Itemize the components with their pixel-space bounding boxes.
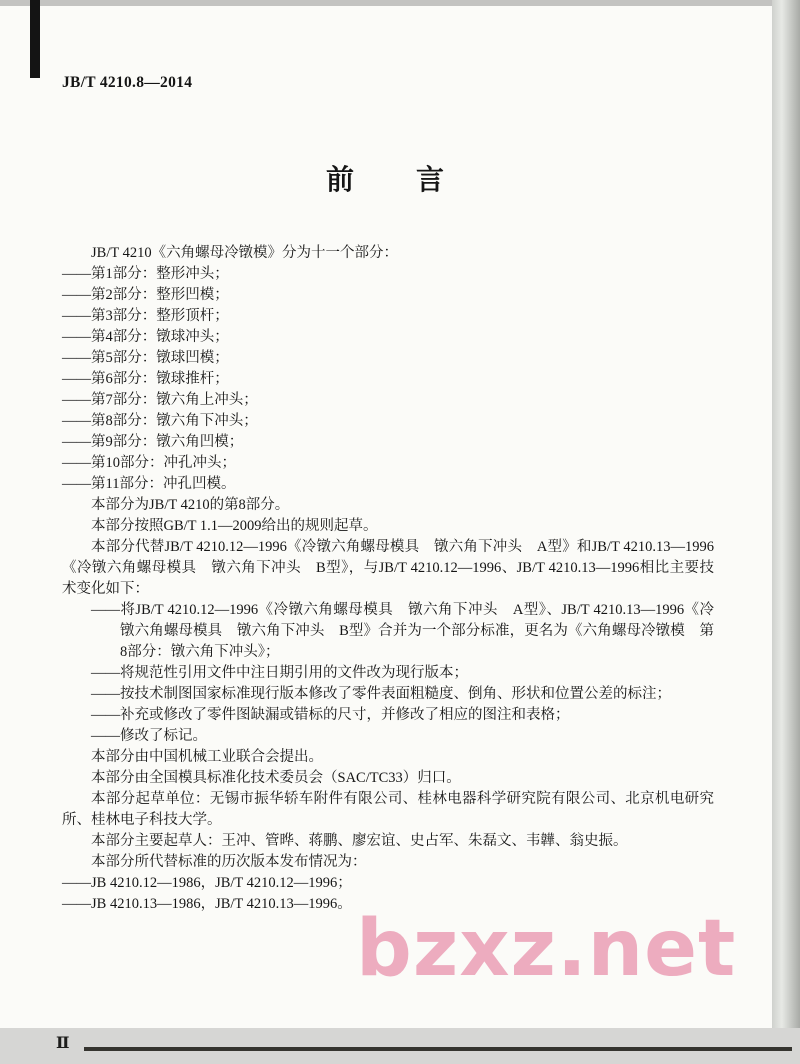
part-list-item: ——第10部分：冲孔冲头；: [62, 455, 236, 471]
watermark: bzxz.net: [356, 904, 737, 994]
history-list-item: ——JB 4210.13—1986，JB/T 4210.13—1996。: [62, 896, 352, 912]
scan-artifact-line: [84, 1047, 792, 1051]
change-list-item: ——将规范性引用文件中注日期引用的文件改为现行版本；: [91, 665, 468, 681]
scan-edge-top: [0, 0, 800, 6]
page-number: Ⅱ: [56, 1035, 70, 1052]
body-paragraph: 本部分由全国模具标准化技术委员会（SAC/TC33）归口。: [91, 770, 461, 786]
body-paragraph: 本部分主要起草人：王冲、管晔、蒋鹏、廖宏谊、史占军、朱磊文、韦韡、翁史振。: [91, 833, 628, 849]
part-list-item: ——第8部分：镦六角下冲头；: [62, 413, 258, 429]
part-list-item: ——第6部分：镦球推杆；: [62, 371, 229, 387]
part-list-item: ——第11部分：冲孔凹模。: [62, 476, 236, 492]
body-paragraph: 本部分按照GB/T 1.1—2009给出的规则起草。: [91, 518, 378, 534]
part-list-item: ——第2部分：整形凹模；: [62, 287, 229, 303]
body-paragraph: 本部分为JB/T 4210的第8部分。: [91, 497, 290, 513]
history-list-item: ——JB 4210.12—1986，JB/T 4210.12—1996；: [62, 875, 352, 891]
part-list-item: ——第4部分：镦球冲头；: [62, 329, 229, 345]
body-paragraph: 本部分由中国机械工业联合会提出。: [91, 749, 323, 765]
intro-paragraph: JB/T 4210《六角螺母冷镦模》分为十一个部分：: [91, 245, 399, 261]
change-list-item: ——修改了标记。: [91, 728, 207, 744]
foreword-title: 前 言: [325, 165, 446, 196]
scan-edge-right: [772, 0, 800, 1064]
part-list-item: ——第1部分：整形冲头；: [62, 266, 229, 282]
body-paragraph: 本部分起草单位：无锡市振华轿车附件有限公司、桂林电器科学研究院有限公司、北京机电研究所、桂林电子科技大学。: [62, 791, 714, 828]
scan-edge-bottom: [0, 1028, 800, 1064]
part-list-item: ——第5部分：镦球凹模；: [62, 350, 229, 366]
change-list-item: ——补充或修改了零件图缺漏或错标的尺寸，并修改了相应的图注和表格；: [91, 707, 570, 723]
scan-artifact-bar: [30, 0, 40, 78]
body-paragraph: 本部分代替JB/T 4210.12—1996《冷镦六角螺母模具 镦六角下冲头 A型》和JB/T 4210.13—1996《冷镦六角螺母模具 镦六角下冲头 B型》，与JB/T 4210.12—1996、JB/T 4210.13—1996相比主要技术变化如下：: [62, 539, 714, 597]
part-list-item: ——第9部分：镦六角凹模；: [62, 434, 244, 450]
change-list-item: ——按技术制图国家标准现行版本修改了零件表面粗糙度、倒角、形状和位置公差的标注；: [91, 686, 671, 702]
doc-number: JB/T 4210.8—2014: [62, 74, 193, 91]
change-list-item: ——将JB/T 4210.12—1996《冷镦六角螺母模具 镦六角下冲头 A型》、JB/T 4210.13—1996《冷镦六角螺母模具 镦六角下冲头 B型》合并为一个部分标准，更名为《六角螺母冷镦模 第8部分：镦六角下冲头》；: [91, 602, 714, 660]
part-list-item: ——第3部分：整形顶杆；: [62, 308, 229, 324]
part-list-item: ——第7部分：镦六角上冲头；: [62, 392, 258, 408]
body-paragraph: 本部分所代替标准的历次版本发布情况为：: [91, 854, 367, 870]
foreword-body: [62, 243, 714, 915]
